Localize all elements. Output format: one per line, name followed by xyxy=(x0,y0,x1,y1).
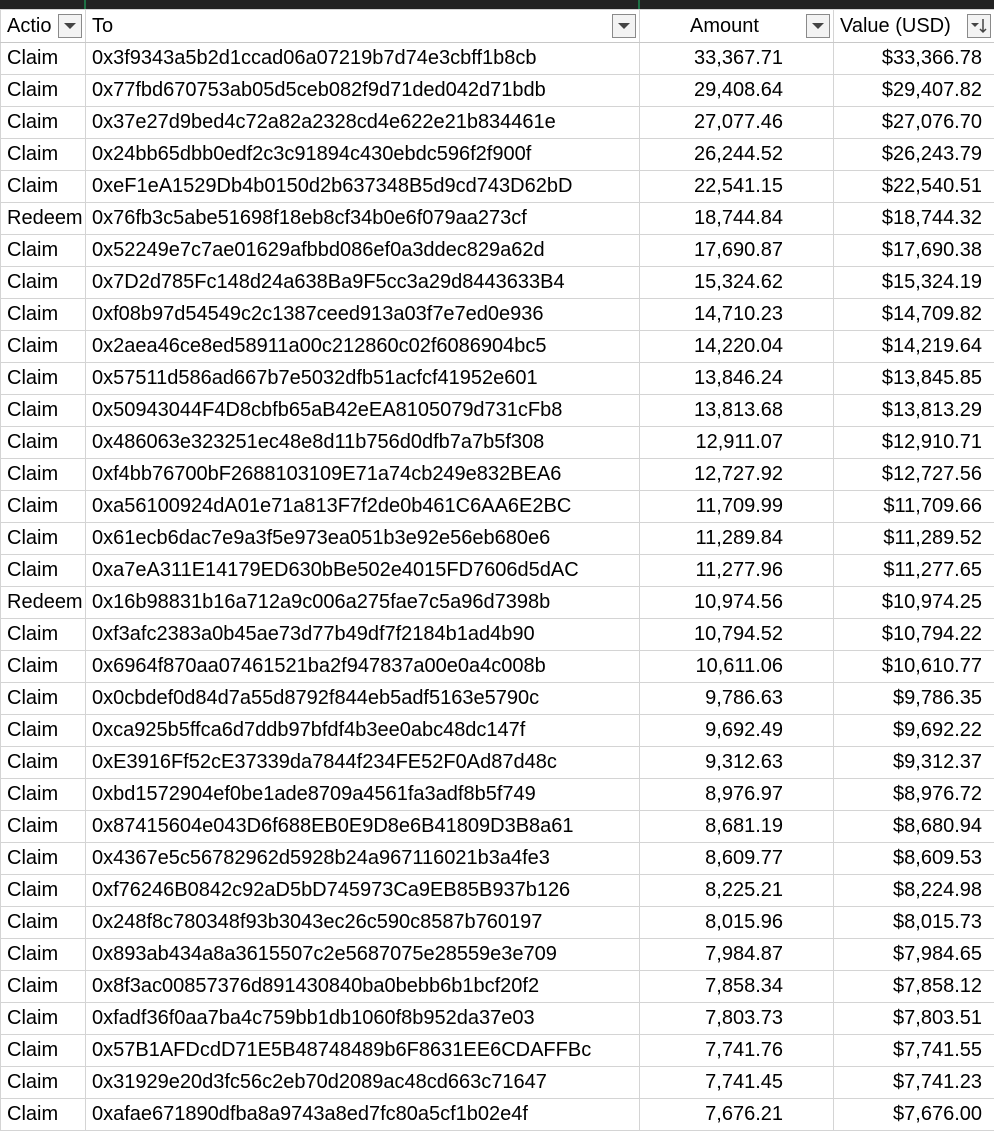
cell-value-usd[interactable]: $7,741.23 xyxy=(834,1067,994,1099)
column-header-amount[interactable] xyxy=(640,10,834,43)
table-row xyxy=(1,491,994,523)
cell-to-address[interactable]: 0xf76246B0842c92aD5bD745973Ca9EB85B937b126 xyxy=(86,875,640,907)
cell-amount[interactable]: 7,858.34 xyxy=(640,971,834,1003)
cell-to-address[interactable]: 0xE3916Ff52cE37339da7844f234FE52F0Ad87d48c xyxy=(86,747,640,779)
cell-action[interactable]: Claim xyxy=(1,139,86,171)
cell-value-usd[interactable]: $9,786.35 xyxy=(834,683,994,715)
cell-action[interactable]: Claim xyxy=(1,107,86,139)
table-row xyxy=(1,715,994,747)
cell-action[interactable]: Claim xyxy=(1,1035,86,1067)
cell-value-usd[interactable]: $29,407.82 xyxy=(834,75,994,107)
cell-to-address[interactable]: 0x16b98831b16a712a9c006a275fae7c5a96d7398b xyxy=(86,587,640,619)
cell-to-address[interactable]: 0xf3afc2383a0b45ae73d77b49df7f2184b1ad4b90 xyxy=(86,619,640,651)
table-row xyxy=(1,267,994,299)
cell-value-usd[interactable]: $11,289.52 xyxy=(834,523,994,555)
table-row xyxy=(1,139,994,171)
table-row xyxy=(1,459,994,491)
filter-dropdown-icon[interactable] xyxy=(58,14,82,38)
cell-amount[interactable]: 7,741.45 xyxy=(640,1067,834,1099)
cell-to-address[interactable]: 0xf08b97d54549c2c1387ceed913a03f7e7ed0e936 xyxy=(86,299,640,331)
cell-value-usd[interactable]: $14,709.82 xyxy=(834,299,994,331)
table-row xyxy=(1,43,994,75)
cell-amount[interactable]: 33,367.71 xyxy=(640,43,834,75)
cell-action[interactable]: Claim xyxy=(1,299,86,331)
column-header-label: To xyxy=(92,14,114,37)
cell-amount[interactable]: 7,984.87 xyxy=(640,939,834,971)
cell-amount[interactable]: 13,846.24 xyxy=(640,363,834,395)
cell-to-address[interactable]: 0x87415604e043D6f688EB0E9D8e6B41809D3B8a61 xyxy=(86,811,640,843)
cell-value-usd[interactable]: $11,277.65 xyxy=(834,555,994,587)
cell-action[interactable]: Claim xyxy=(1,651,86,683)
cell-to-address[interactable]: 0x8f3ac00857376d891430840ba0bebb6b1bcf20f2 xyxy=(86,971,640,1003)
cell-action[interactable]: Claim xyxy=(1,235,86,267)
cell-action[interactable]: Claim xyxy=(1,875,86,907)
cell-action[interactable]: Claim xyxy=(1,1003,86,1035)
filter-dropdown-icon[interactable] xyxy=(612,14,636,38)
table-row xyxy=(1,363,994,395)
cell-action[interactable]: Claim xyxy=(1,907,86,939)
cell-action[interactable]: Claim xyxy=(1,491,86,523)
cell-action[interactable]: Claim xyxy=(1,363,86,395)
table-row xyxy=(1,203,994,235)
table-row xyxy=(1,587,994,619)
table-row xyxy=(1,939,994,971)
cell-action[interactable]: Claim xyxy=(1,43,86,75)
cell-to-address[interactable]: 0x2aea46ce8ed58911a00c212860c02f6086904bc5 xyxy=(86,331,640,363)
cell-amount[interactable]: 12,911.07 xyxy=(640,427,834,459)
cell-to-address[interactable]: 0x6964f870aa07461521ba2f947837a00e0a4c008b xyxy=(86,651,640,683)
cell-to-address[interactable]: 0xafae671890dfba8a9743a8ed7fc80a5cf1b02e4f xyxy=(86,1099,640,1131)
cell-value-usd[interactable]: $10,974.25 xyxy=(834,587,994,619)
header-row xyxy=(1,10,994,43)
table-row xyxy=(1,619,994,651)
table-row xyxy=(1,331,994,363)
filter-dropdown-icon[interactable] xyxy=(806,14,830,38)
cell-value-usd[interactable]: $14,219.64 xyxy=(834,331,994,363)
cell-to-address[interactable]: 0x248f8c780348f93b3043ec26c590c8587b760197 xyxy=(86,907,640,939)
cell-value-usd[interactable]: $13,845.85 xyxy=(834,363,994,395)
cell-value-usd[interactable]: $8,976.72 xyxy=(834,779,994,811)
cell-amount[interactable]: 8,976.97 xyxy=(640,779,834,811)
cell-value-usd[interactable]: $12,727.56 xyxy=(834,459,994,491)
cell-amount[interactable]: 9,312.63 xyxy=(640,747,834,779)
cell-action[interactable]: Claim xyxy=(1,1067,86,1099)
cell-amount[interactable]: 29,408.64 xyxy=(640,75,834,107)
cell-value-usd[interactable]: $10,610.77 xyxy=(834,651,994,683)
cell-action[interactable]: Claim xyxy=(1,267,86,299)
table-row xyxy=(1,1035,994,1067)
cell-amount[interactable]: 10,611.06 xyxy=(640,651,834,683)
cell-to-address[interactable]: 0x77fbd670753ab05d5ceb082f9d71ded042d71bdb xyxy=(86,75,640,107)
cell-action[interactable]: Claim xyxy=(1,427,86,459)
table-row xyxy=(1,1099,994,1131)
cell-to-address[interactable]: 0xa56100924dA01e71a813F7f2de0b461C6AA6E2BC xyxy=(86,491,640,523)
column-header-action[interactable] xyxy=(1,10,86,43)
cell-value-usd[interactable]: $8,224.98 xyxy=(834,875,994,907)
column-header-label: Amount xyxy=(690,14,759,37)
cell-value-usd[interactable]: $18,744.32 xyxy=(834,203,994,235)
cell-amount[interactable]: 9,786.63 xyxy=(640,683,834,715)
cell-value-usd[interactable]: $9,312.37 xyxy=(834,747,994,779)
cell-amount[interactable]: 8,681.19 xyxy=(640,811,834,843)
cell-to-address[interactable]: 0x3f9343a5b2d1ccad06a07219b7d74e3cbff1b8cb xyxy=(86,43,640,75)
table-row xyxy=(1,427,994,459)
cell-amount[interactable]: 7,676.21 xyxy=(640,1099,834,1131)
cell-amount[interactable]: 13,813.68 xyxy=(640,395,834,427)
column-header-to[interactable] xyxy=(86,10,640,43)
cell-action[interactable]: Claim xyxy=(1,75,86,107)
cell-action[interactable]: Claim xyxy=(1,683,86,715)
cell-action[interactable]: Claim xyxy=(1,779,86,811)
table-row xyxy=(1,779,994,811)
cell-to-address[interactable]: 0xa7eA311E14179ED630bBe502e4015FD7606d5dAC xyxy=(86,555,640,587)
cell-action[interactable]: Claim xyxy=(1,331,86,363)
column-header-value[interactable] xyxy=(834,10,994,43)
cell-to-address[interactable]: 0x76fb3c5abe51698f18eb8cf34b0e6f079aa273cf xyxy=(86,203,640,235)
cell-action[interactable]: Claim xyxy=(1,843,86,875)
table-row xyxy=(1,651,994,683)
cell-action[interactable]: Claim xyxy=(1,619,86,651)
cell-value-usd[interactable]: $7,858.12 xyxy=(834,971,994,1003)
cell-value-usd[interactable]: $33,366.78 xyxy=(834,43,994,75)
cell-action[interactable]: Claim xyxy=(1,523,86,555)
column-boundary-marker xyxy=(638,0,640,9)
cell-to-address[interactable]: 0xbd1572904ef0be1ade8709a4561fa3adf8b5f749 xyxy=(86,779,640,811)
cell-value-usd[interactable]: $10,794.22 xyxy=(834,619,994,651)
cell-action[interactable]: Redeem xyxy=(1,587,86,619)
table-body xyxy=(1,43,994,1131)
cell-to-address[interactable]: 0x31929e20d3fc56c2eb70d2089ac48cd663c71647 xyxy=(86,1067,640,1099)
table-row xyxy=(1,107,994,139)
cell-value-usd[interactable]: $7,676.00 xyxy=(834,1099,994,1131)
cell-value-usd[interactable]: $8,680.94 xyxy=(834,811,994,843)
cell-action[interactable]: Claim xyxy=(1,171,86,203)
cell-value-usd[interactable]: $7,803.51 xyxy=(834,1003,994,1035)
table-row xyxy=(1,971,994,1003)
cell-to-address[interactable]: 0x52249e7c7ae01629afbbd086ef0a3ddec829a62d xyxy=(86,235,640,267)
cell-value-usd[interactable]: $26,243.79 xyxy=(834,139,994,171)
cell-to-address[interactable]: 0xf4bb76700bF2688103109E71a74cb249e832BEA6 xyxy=(86,459,640,491)
cell-value-usd[interactable]: $7,741.55 xyxy=(834,1035,994,1067)
sheet-top-bar xyxy=(0,0,994,9)
cell-action[interactable]: Redeem xyxy=(1,203,86,235)
cell-amount[interactable]: 7,803.73 xyxy=(640,1003,834,1035)
column-boundary-marker xyxy=(84,0,86,9)
cell-action[interactable]: Claim xyxy=(1,1099,86,1131)
spreadsheet-grid xyxy=(0,9,994,1131)
cell-amount[interactable]: 26,244.52 xyxy=(640,139,834,171)
table-row xyxy=(1,523,994,555)
cell-to-address[interactable]: 0xeF1eA1529Db4b0150d2b637348B5d9cd743D62bD xyxy=(86,171,640,203)
cell-amount[interactable]: 7,741.76 xyxy=(640,1035,834,1067)
table-row xyxy=(1,555,994,587)
cell-action[interactable]: Claim xyxy=(1,747,86,779)
cell-amount[interactable]: 18,744.84 xyxy=(640,203,834,235)
cell-action[interactable]: Claim xyxy=(1,811,86,843)
cell-value-usd[interactable]: $8,015.73 xyxy=(834,907,994,939)
cell-action[interactable]: Claim xyxy=(1,939,86,971)
cell-amount[interactable]: 14,220.04 xyxy=(640,331,834,363)
cell-amount[interactable]: 27,077.46 xyxy=(640,107,834,139)
cell-to-address[interactable]: 0x61ecb6dac7e9a3f5e973ea051b3e92e56eb680e6 xyxy=(86,523,640,555)
table-row xyxy=(1,395,994,427)
cell-amount[interactable]: 10,974.56 xyxy=(640,587,834,619)
table-row xyxy=(1,299,994,331)
cell-to-address[interactable]: 0x893ab434a8a3615507c2e5687075e28559e3e709 xyxy=(86,939,640,971)
cell-value-usd[interactable]: $27,076.70 xyxy=(834,107,994,139)
table-row xyxy=(1,875,994,907)
cell-to-address[interactable]: 0x57B1AFDcdD71E5B48748489b6F8631EE6CDAFFBc xyxy=(86,1035,640,1067)
cell-value-usd[interactable]: $11,709.66 xyxy=(834,491,994,523)
cell-action[interactable]: Claim xyxy=(1,555,86,587)
cell-amount[interactable]: 11,289.84 xyxy=(640,523,834,555)
cell-to-address[interactable]: 0x24bb65dbb0edf2c3c91894c430ebdc596f2f900f xyxy=(86,139,640,171)
cell-value-usd[interactable]: $12,910.71 xyxy=(834,427,994,459)
cell-value-usd[interactable]: $9,692.22 xyxy=(834,715,994,747)
cell-value-usd[interactable]: $22,540.51 xyxy=(834,171,994,203)
table-row xyxy=(1,811,994,843)
cell-value-usd[interactable]: $8,609.53 xyxy=(834,843,994,875)
cell-amount[interactable]: 17,690.87 xyxy=(640,235,834,267)
cell-action[interactable]: Claim xyxy=(1,395,86,427)
cell-to-address[interactable]: 0x486063e323251ec48e8d11b756d0dfb7a7b5f308 xyxy=(86,427,640,459)
cell-amount[interactable]: 11,709.99 xyxy=(640,491,834,523)
table-row xyxy=(1,1067,994,1099)
cell-to-address[interactable]: 0x7D2d785Fc148d24a638Ba9F5cc3a29d8443633B4 xyxy=(86,267,640,299)
cell-to-address[interactable]: 0xca925b5ffca6d7ddb97bfdf4b3ee0abc48dc147f xyxy=(86,715,640,747)
cell-amount[interactable]: 15,324.62 xyxy=(640,267,834,299)
table-row xyxy=(1,235,994,267)
table-row xyxy=(1,75,994,107)
cell-action[interactable]: Claim xyxy=(1,459,86,491)
cell-amount[interactable]: 8,609.77 xyxy=(640,843,834,875)
cell-to-address[interactable]: 0x50943044F4D8cbfb65aB42eEA8105079d731cFb8 xyxy=(86,395,640,427)
column-header-label: Value (USD) xyxy=(840,14,951,37)
cell-amount[interactable]: 8,225.21 xyxy=(640,875,834,907)
table-row xyxy=(1,171,994,203)
cell-action[interactable]: Claim xyxy=(1,715,86,747)
cell-value-usd[interactable]: $7,984.65 xyxy=(834,939,994,971)
cell-value-usd[interactable]: $17,690.38 xyxy=(834,235,994,267)
cell-amount[interactable]: 9,692.49 xyxy=(640,715,834,747)
sort-descending-filter-icon[interactable] xyxy=(967,14,991,38)
cell-amount[interactable]: 22,541.15 xyxy=(640,171,834,203)
cell-to-address[interactable]: 0x4367e5c56782962d5928b24a967116021b3a4fe3 xyxy=(86,843,640,875)
table-row xyxy=(1,843,994,875)
cell-value-usd[interactable]: $13,813.29 xyxy=(834,395,994,427)
cell-amount[interactable]: 12,727.92 xyxy=(640,459,834,491)
table-row xyxy=(1,1003,994,1035)
cell-to-address[interactable]: 0x0cbdef0d84d7a55d8792f844eb5adf5163e5790c xyxy=(86,683,640,715)
cell-to-address[interactable]: 0x57511d586ad667b7e5032dfb51acfcf41952e601 xyxy=(86,363,640,395)
table-row xyxy=(1,683,994,715)
table-row xyxy=(1,747,994,779)
column-header-label: Actio xyxy=(7,14,52,37)
cell-amount[interactable]: 14,710.23 xyxy=(640,299,834,331)
cell-to-address[interactable]: 0xfadf36f0aa7ba4c759bb1db1060f8b952da37e03 xyxy=(86,1003,640,1035)
cell-to-address[interactable]: 0x37e27d9bed4c72a82a2328cd4e622e21b834461e xyxy=(86,107,640,139)
cell-amount[interactable]: 10,794.52 xyxy=(640,619,834,651)
cell-action[interactable]: Claim xyxy=(1,971,86,1003)
cell-amount[interactable]: 11,277.96 xyxy=(640,555,834,587)
table-row xyxy=(1,907,994,939)
cell-value-usd[interactable]: $15,324.19 xyxy=(834,267,994,299)
cell-amount[interactable]: 8,015.96 xyxy=(640,907,834,939)
